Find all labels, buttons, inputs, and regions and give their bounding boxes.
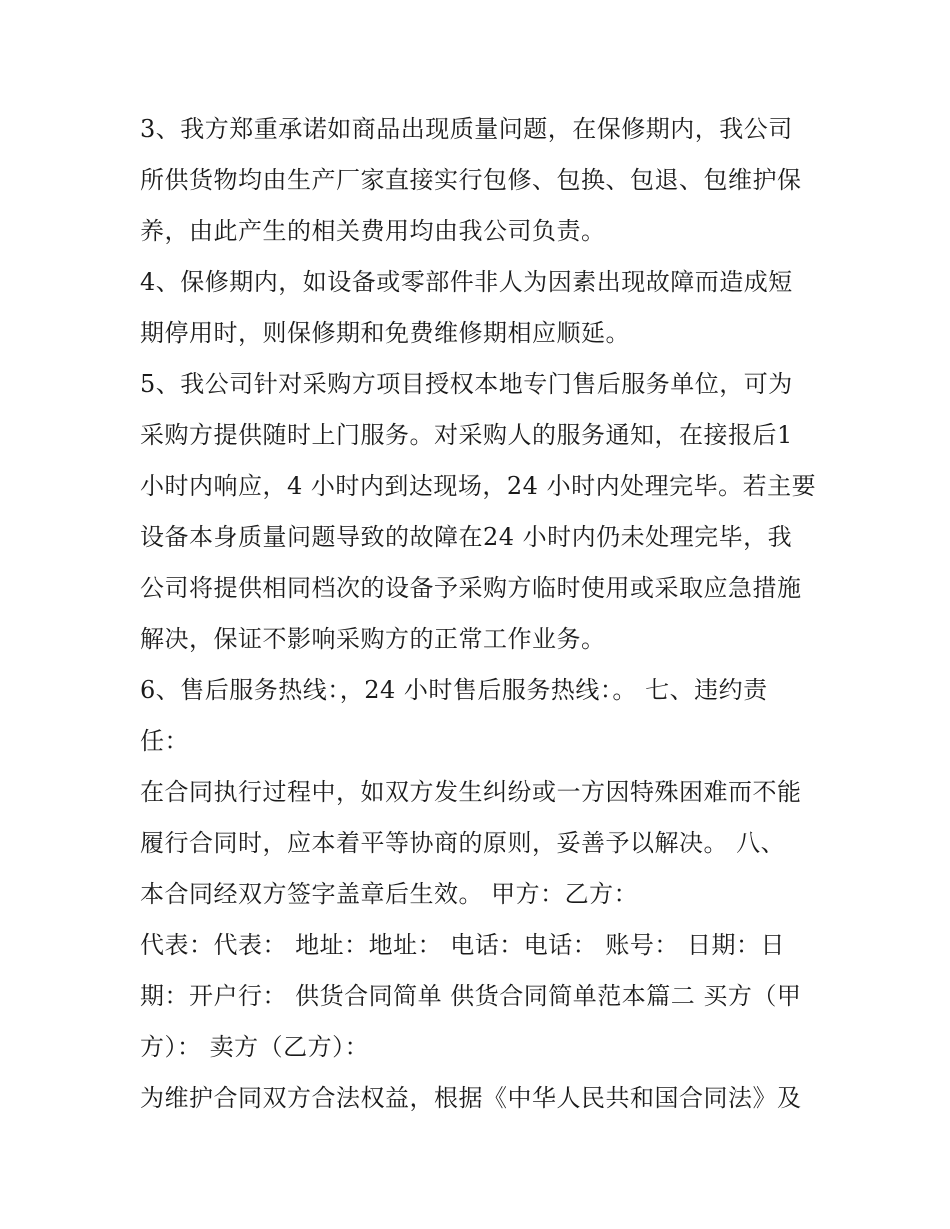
text-line: 期：开户行： 供货合同简单 供货合同简单范本篇二 买方（甲 bbox=[140, 982, 802, 1010]
text-line: 设备本身质量问题导致的故障在24 小时内仍未处理完毕，我 bbox=[140, 523, 793, 551]
text-line: 方）： 卖方（乙方）： bbox=[140, 1033, 370, 1061]
text-line: 本合同经双方签字盖章后生效。 甲方：乙方： bbox=[140, 880, 639, 908]
text-line: 6、售后服务热线：，24 小时售后服务热线：。 七、违约责 bbox=[140, 676, 768, 704]
text-line: 任： bbox=[140, 727, 189, 755]
text-line: 所供货物均由生产厂家直接实行包修、包换、包退、包维护保 bbox=[140, 166, 802, 194]
text-line: 4、保修期内，如设备或零部件非人为因素出现故障而造成短 bbox=[140, 268, 793, 296]
text-line: 在合同执行过程中，如双方发生纠纷或一方因特殊困难而不能 bbox=[140, 778, 802, 806]
text-line: 养，由此产生的相关费用均由我公司负责。 bbox=[140, 217, 606, 245]
text-line: 解决，保证不影响采购方的正常工作业务。 bbox=[140, 625, 606, 653]
text-line: 公司将提供相同档次的设备予采购方临时使用或采取应急措施 bbox=[140, 574, 802, 602]
text-line: 3、我方郑重承诺如商品出现质量问题，在保修期内，我公司 bbox=[140, 115, 793, 143]
text-line: 期停用时，则保修期和免费维修期相应顺延。 bbox=[140, 319, 630, 347]
text-line: 代表：代表： 地址：地址： 电话：电话： 账号： 日期：日 bbox=[140, 931, 786, 959]
text-line: 5、我公司针对采购方项目授权本地专门售后服务单位，可为 bbox=[140, 370, 793, 398]
text-line: 履行合同时，应本着平等协商的原则，妥善予以解决。 八、 bbox=[140, 829, 786, 857]
text-line: 采购方提供随时上门服务。对采购人的服务通知，在接报后1 bbox=[140, 421, 793, 449]
text-line: 小时内响应，4 小时内到达现场，24 小时内处理完毕。若主要 bbox=[140, 472, 817, 500]
text-line: 为维护合同双方合法权益，根据《中华人民共和国合同法》及 bbox=[140, 1084, 802, 1112]
